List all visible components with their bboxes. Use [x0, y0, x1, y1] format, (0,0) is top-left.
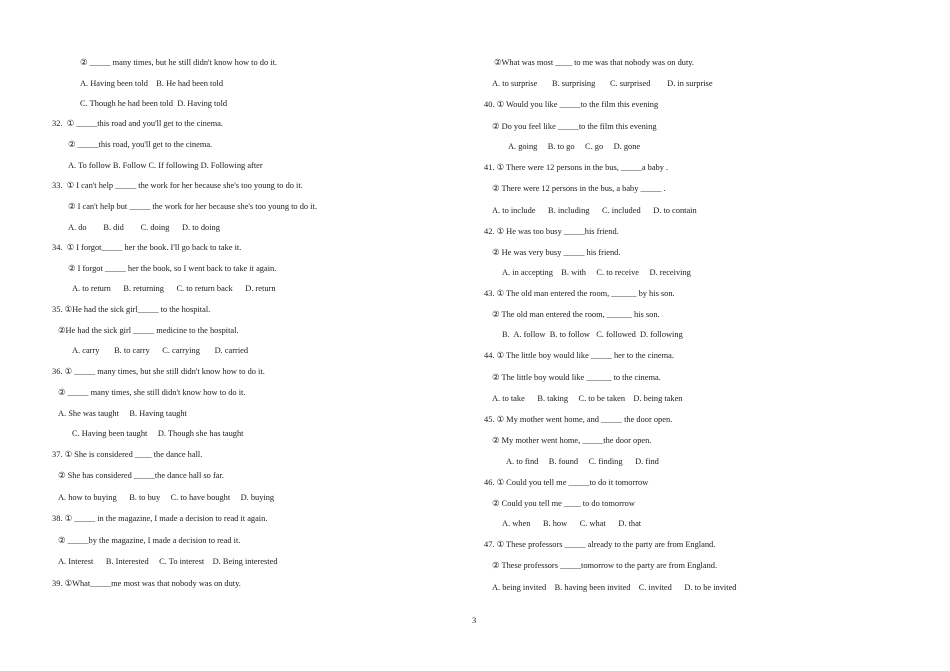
question-line: 40. ① Would you like _____to the film this evening: [484, 100, 659, 109]
answer-options: A. Having been told B. He had been told: [80, 79, 224, 88]
answer-options: C. Though he had been told D. Having told: [80, 99, 228, 108]
answer-options: A. to include B. including C. included D. to contain: [492, 206, 697, 215]
answer-options: B. A. follow B. to follow C. followed D. following: [502, 330, 683, 339]
question-line: ② I can't help but _____ the work for her because she's too young to do it.: [68, 202, 317, 211]
question-line: 44. ① The little boy would like _____ her to the cinema.: [484, 351, 674, 360]
question-line: 43. ① The old man entered the room, ______ by his son.: [484, 289, 675, 298]
question-line: ② _____ many times, but he still didn't know how to do it.: [80, 58, 277, 67]
question-line: ② These professors _____tomorrow to the party are from England.: [492, 561, 718, 570]
question-line: ② _____ many times, she still didn't know how to do it.: [58, 388, 246, 397]
answer-options: A. Interest B. Interested C. To interest D. Being interested: [58, 557, 278, 566]
question-line: 42. ① He was too busy _____his friend.: [484, 227, 619, 236]
question-line: 38. ① _____ in the magazine, I made a decision to read it again.: [52, 514, 268, 523]
question-line: ② He was very busy _____ his friend.: [492, 248, 621, 257]
answer-options: A. how to buying B. to buy C. to have bought D. buying: [58, 493, 275, 502]
question-line: ② She has considered _____the dance hall so far.: [58, 471, 224, 480]
answer-options: A. to take B. taking C. to be taken D. being taken: [492, 394, 683, 403]
question-line: ② _____this road, you'll get to the cinema.: [68, 140, 213, 149]
question-line: ② The old man entered the room, ______ his son.: [492, 310, 660, 319]
page-number: 3: [472, 616, 477, 625]
question-line: 47. ① These professors _____ already to the party are from England.: [484, 540, 716, 549]
question-line: ② I forgot _____ her the book, so I went back to take it again.: [68, 264, 277, 273]
question-line: ② The little boy would like ______ to the cinema.: [492, 373, 661, 382]
question-line: ② My mother went home, _____the door open.: [492, 436, 652, 445]
answer-options: A. carry B. to carry C. carrying D. carried: [72, 346, 249, 355]
question-line: ②What was most ____ to me was that nobody was on duty.: [494, 58, 695, 67]
question-line: 37. ① She is considered ____ the dance hall.: [52, 450, 203, 459]
answer-options: A. when B. how C. what D. that: [502, 519, 642, 528]
question-line: 34. ① I forgot_____ her the book. I'll go back to take it.: [52, 243, 242, 252]
answer-options: A. going B. to go C. go D. gone: [508, 142, 641, 151]
answer-options: A. to surprise B. surprising C. surprised D. in surprise: [492, 79, 713, 88]
question-line: 41. ① There were 12 persons in the bus, _____a baby .: [484, 163, 669, 172]
answer-options: A. to return B. returning C. to return back D. return: [72, 284, 276, 293]
answer-options: A. To follow B. Follow C. If following D. Following after: [68, 161, 263, 170]
answer-options: A. to find B. found C. finding D. find: [506, 457, 659, 466]
question-line: 35. ①He had the sick girl_____ to the hospital.: [52, 305, 211, 314]
answer-options: A. in accepting B. with C. to receive D. receiving: [502, 268, 691, 277]
question-line: ② There were 12 persons in the bus, a baby _____ .: [492, 184, 666, 193]
question-line: 46. ① Could you tell me _____to do it tomorrow: [484, 478, 649, 487]
answer-options: A. do B. did C. doing D. to doing: [68, 223, 220, 232]
question-line: 36. ① _____ many times, but she still didn't know how to do it.: [52, 367, 265, 376]
answer-options: A. She was taught B. Having taught: [58, 409, 187, 418]
question-line: ② Do you feel like _____to the film this evening: [492, 122, 657, 131]
answer-options: A. being invited B. having been invited C. invited D. to be invited: [492, 583, 737, 592]
question-line: 33. ① I can't help _____ the work for her because she's too young to do it.: [52, 181, 303, 190]
question-line: ② Could you tell me ____ to do tomorrow: [492, 499, 635, 508]
question-line: 39. ①What_____me most was that nobody was on duty.: [52, 579, 241, 588]
question-line: 32. ① _____this road and you'll get to the cinema.: [52, 119, 223, 128]
question-line: ②He had the sick girl _____ medicine to the hospital.: [58, 326, 239, 335]
question-line: 45. ① My mother went home, and _____ the door open.: [484, 415, 673, 424]
question-line: ② _____by the magazine, I made a decision to read it.: [58, 536, 241, 545]
answer-options: C. Having been taught D. Though she has taught: [72, 429, 244, 438]
